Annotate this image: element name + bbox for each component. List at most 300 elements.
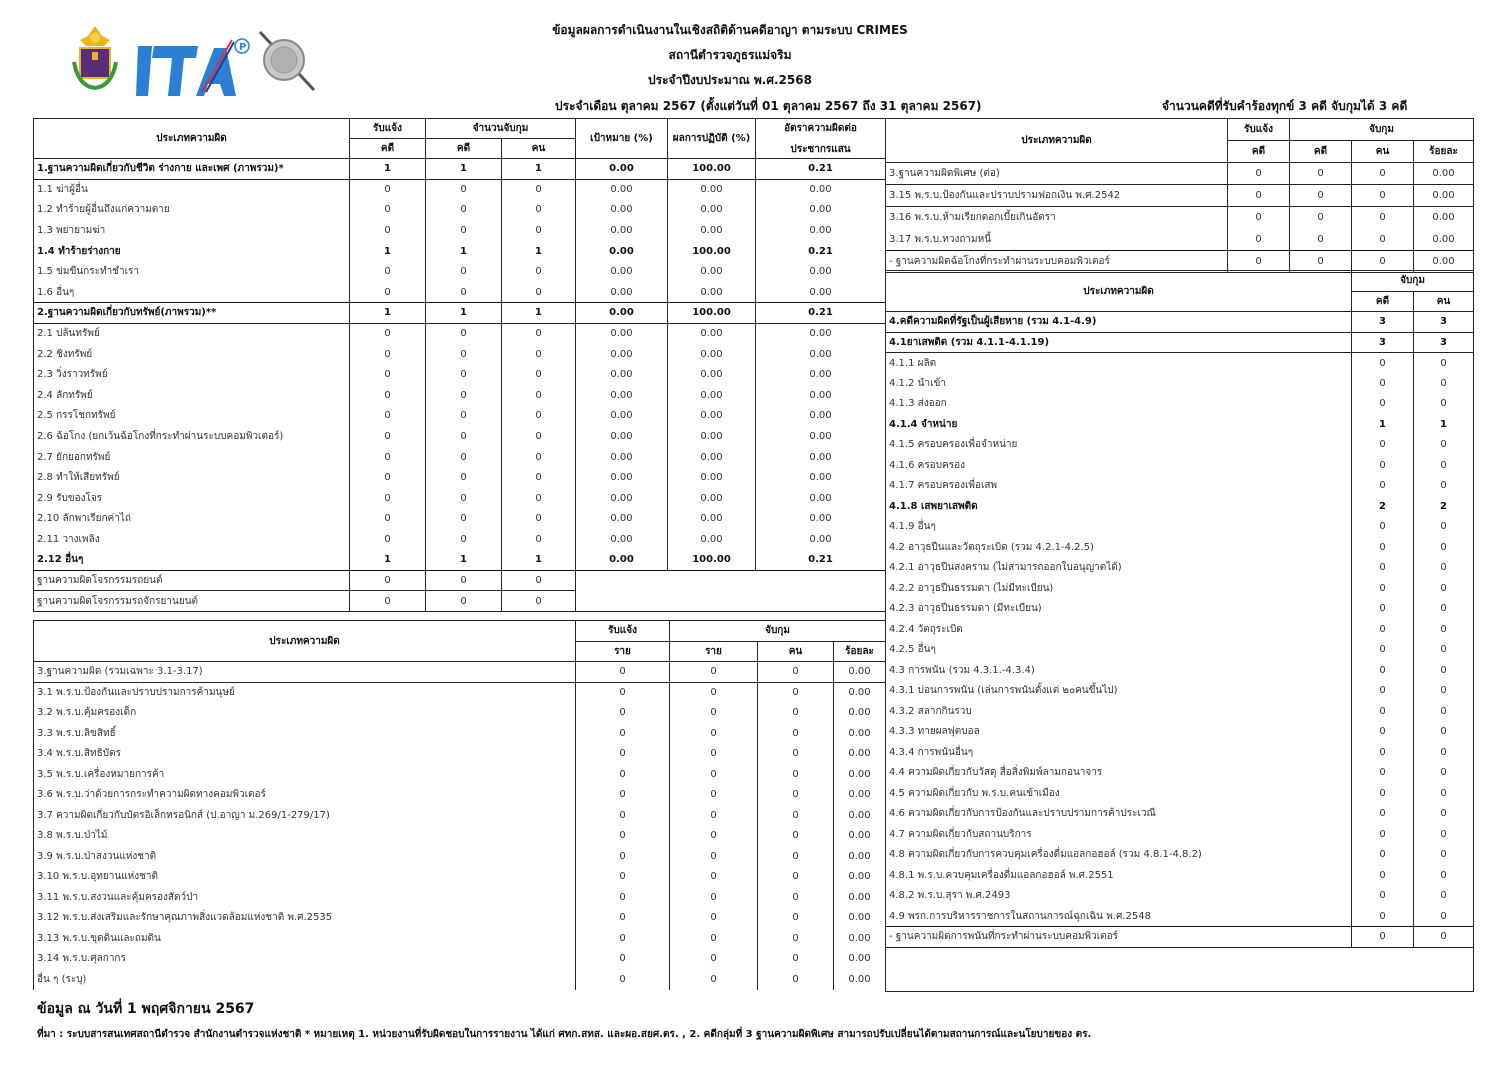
table-row <box>34 785 886 806</box>
row-value: 0 <box>1228 207 1290 229</box>
table-row <box>34 447 886 468</box>
row-value: 0 <box>1228 229 1290 251</box>
table-row <box>886 906 1474 927</box>
crime-stats-table-group-3-cont <box>885 118 1474 273</box>
row-value: 0 <box>758 867 834 888</box>
row-value: 0 <box>576 805 670 826</box>
row-value: 1 <box>502 159 576 180</box>
row-value: 0 <box>426 447 502 468</box>
table-row <box>886 517 1474 538</box>
row-value: 3 <box>1352 332 1414 353</box>
row-label: 1.3 พยายามฆ่า <box>34 220 350 241</box>
row-value: 0 <box>1414 906 1474 927</box>
row-value: 0 <box>1290 251 1352 273</box>
row-value: 0 <box>576 744 670 765</box>
row-label: 4.2 อาวุธปืนและวัตถุระเบิด (รวม 4.2.1-4.2.5) <box>886 537 1352 558</box>
header-result: ผลการปฏิบัติ (%) <box>668 119 756 159</box>
row-value: 0.00 <box>834 682 886 703</box>
header-rate-line1: อัตราความผิดต่อ <box>784 122 857 134</box>
row-value: 0 <box>670 805 758 826</box>
row-value: 0 <box>502 344 576 365</box>
table-row <box>886 455 1474 476</box>
table-row <box>886 599 1474 620</box>
table-row <box>34 385 886 406</box>
row-value: 0 <box>1414 927 1474 948</box>
row-label: 1.ฐานความผิดเกี่ยวกับชีวิต ร่างกาย และเพศ (ภาพรวม)* <box>34 159 350 180</box>
row-value: 0.00 <box>834 723 886 744</box>
row-value: 0 <box>426 364 502 385</box>
row-value: 0.00 <box>668 467 756 488</box>
table-row <box>34 949 886 970</box>
row-value: 0 <box>1352 804 1414 825</box>
row-value: 0 <box>1414 435 1474 456</box>
row-value: 0 <box>426 220 502 241</box>
row-value: 0 <box>576 928 670 949</box>
row-value: 0.00 <box>668 509 756 530</box>
row-value: 0.00 <box>834 764 886 785</box>
row-value: 0 <box>1352 865 1414 886</box>
row-value: 0 <box>1414 886 1474 907</box>
row-value: 0.00 <box>668 220 756 241</box>
row-value: 0 <box>1290 163 1352 185</box>
row-value: 0.00 <box>668 529 756 550</box>
row-value: 0 <box>502 529 576 550</box>
table-row <box>34 344 886 365</box>
row-value: 0.00 <box>1414 163 1474 185</box>
header-received-case: คดี <box>350 139 426 159</box>
row-value: 0 <box>1290 185 1352 207</box>
table-row <box>886 845 1474 866</box>
row-value: 0 <box>1352 742 1414 763</box>
row-label: 3.2 พ.ร.บ.คุ้มครองเด็ก <box>34 703 576 724</box>
row-value: 1 <box>350 159 426 180</box>
row-value: 0 <box>350 406 426 427</box>
row-value: 0 <box>670 785 758 806</box>
row-value: 0 <box>1352 251 1414 273</box>
row-value: 0 <box>1414 599 1474 620</box>
row-value: 0 <box>1352 886 1414 907</box>
row-value: 0 <box>670 703 758 724</box>
row-value: 0.00 <box>834 805 886 826</box>
header-arrest-count: จำนวนจับกุม <box>426 119 576 139</box>
row-value: 0.00 <box>668 364 756 385</box>
table-row <box>886 722 1474 743</box>
row-value: 0 <box>1352 824 1414 845</box>
header-received-case: คดี <box>1228 141 1290 163</box>
table-row <box>886 332 1474 353</box>
ita-logo <box>136 34 256 104</box>
row-label: 1.4 ทำร้ายร่างกาย <box>34 241 350 262</box>
header-arrest-case: คดี <box>1352 291 1414 312</box>
row-value: 0.00 <box>834 846 886 867</box>
row-value: 0 <box>1414 681 1474 702</box>
table-row <box>886 435 1474 456</box>
row-value: 0 <box>502 200 576 221</box>
row-value: 0 <box>350 385 426 406</box>
row-value: 0 <box>502 364 576 385</box>
header-received-count: ราย <box>576 641 670 662</box>
row-value: 0 <box>758 887 834 908</box>
table-row <box>34 570 886 591</box>
row-label: 3.11 พ.ร.บ.สงวนและคุ้มครองสัตว์ป่า <box>34 887 576 908</box>
row-label: 4.1.2 นำเข้า <box>886 373 1352 394</box>
row-value: 0.00 <box>756 364 886 385</box>
row-label: 4.4 ความผิดเกี่ยวกับวัสดุ สื่อสิ่งพิมพ์ลามกอนาจาร <box>886 763 1352 784</box>
table-row <box>34 529 886 550</box>
row-value: 0.00 <box>756 323 886 344</box>
row-value: 0.00 <box>834 826 886 847</box>
row-value: 0 <box>350 447 426 468</box>
row-value: 3 <box>1414 332 1474 353</box>
table-row <box>886 578 1474 599</box>
table-row <box>34 826 886 847</box>
row-value: 0 <box>576 785 670 806</box>
row-value: 0 <box>426 200 502 221</box>
row-label: 2.1 ปล้นทรัพย์ <box>34 323 350 344</box>
row-value: 0.00 <box>756 385 886 406</box>
row-value: 0.21 <box>756 303 886 324</box>
row-label: ฐานความผิดโจรกรรมรถยนต์ <box>34 570 350 591</box>
row-value: 0 <box>502 447 576 468</box>
row-value: 0 <box>350 509 426 530</box>
blank-row <box>886 947 1474 991</box>
row-label: 4.คดีความผิดที่รัฐเป็นผู้เสียหาย (รวม 4.1-4.9) <box>886 312 1352 333</box>
row-value: 0.00 <box>576 488 668 509</box>
table-row <box>886 414 1474 435</box>
row-label: 3.ฐานความผิดพิเศษ (ต่อ) <box>886 163 1228 185</box>
header-arrest-count: ราย <box>670 641 758 662</box>
row-value: 0 <box>502 261 576 282</box>
row-value: 0 <box>758 805 834 826</box>
row-value: 0.00 <box>834 744 886 765</box>
table-row <box>34 969 886 990</box>
row-value: 0 <box>670 949 758 970</box>
row-value: 0 <box>350 591 426 612</box>
row-label: 4.2.4 วัตถุระเบิด <box>886 619 1352 640</box>
row-value: 0 <box>502 179 576 200</box>
row-label: - ฐานความผิดฉ้อโกงที่กระทำผ่านระบบคอมพิวเตอร์ <box>886 251 1228 273</box>
row-value: 0 <box>1352 207 1414 229</box>
row-label: 4.2.2 อาวุธปืนธรรมดา (ไม่มีทะเบียน) <box>886 578 1352 599</box>
row-value: 0 <box>1352 640 1414 661</box>
row-value: 0 <box>350 220 426 241</box>
row-value: 0 <box>1352 701 1414 722</box>
row-value: 0 <box>670 846 758 867</box>
row-value: 0.00 <box>576 200 668 221</box>
row-value: 0 <box>1414 455 1474 476</box>
row-label: 4.6 ความผิดเกี่ยวกับการป้องกันและปราบปรามการค้าประเวณี <box>886 804 1352 825</box>
row-value: 0.00 <box>756 344 886 365</box>
row-value: 0 <box>350 426 426 447</box>
header-percent: ร้อยละ <box>834 641 886 662</box>
row-value: 0.00 <box>576 261 668 282</box>
row-value: 0 <box>758 703 834 724</box>
row-label: 3.17 พ.ร.บ.ทวงถามหนี้ <box>886 229 1228 251</box>
row-value: 0 <box>670 744 758 765</box>
row-value: 0 <box>426 406 502 427</box>
header-received: รับแจ้ง <box>576 621 670 642</box>
row-value: 100.00 <box>668 159 756 180</box>
row-value: 1 <box>426 159 502 180</box>
row-value: 0 <box>350 529 426 550</box>
table-row <box>886 185 1474 207</box>
header-arrest-case: คดี <box>426 139 502 159</box>
table-row <box>34 805 886 826</box>
row-value: 0 <box>758 826 834 847</box>
row-label: 1.1 ฆ่าผู้อื่น <box>34 179 350 200</box>
row-value: 0.00 <box>756 447 886 468</box>
row-value: 0 <box>1414 763 1474 784</box>
row-label: 2.7 ยักยอกทรัพย์ <box>34 447 350 468</box>
table-row <box>34 364 886 385</box>
header-arrest: จับกุม <box>1352 271 1474 292</box>
row-value: 0.00 <box>834 867 886 888</box>
row-label: 4.1.1 ผลิต <box>886 353 1352 374</box>
table-row <box>34 846 886 867</box>
row-value: 1 <box>350 303 426 324</box>
row-label: 4.3.4 การพนันอื่นๆ <box>886 742 1352 763</box>
row-value: 0 <box>1352 163 1414 185</box>
row-value: 0.00 <box>576 406 668 427</box>
row-value: 1 <box>426 550 502 571</box>
row-label: 2.10 ลักพาเรียกค่าไถ่ <box>34 509 350 530</box>
row-label: 4.3.2 สลากกินรวบ <box>886 701 1352 722</box>
row-value: 0 <box>758 682 834 703</box>
row-value: 0 <box>758 723 834 744</box>
row-label: 4.2.3 อาวุธปืนธรรมดา (มีทะเบียน) <box>886 599 1352 620</box>
row-value: 1 <box>502 241 576 262</box>
header-crime-type: ประเภทความผิด <box>34 119 350 159</box>
table-row <box>34 928 886 949</box>
row-value: 0.00 <box>576 529 668 550</box>
table-row <box>34 744 886 765</box>
row-label: 3.3 พ.ร.บ.ลิขสิทธิ์ <box>34 723 576 744</box>
row-value: 0 <box>426 467 502 488</box>
row-value: 0 <box>426 179 502 200</box>
row-value: 0 <box>1414 476 1474 497</box>
row-value: 0 <box>502 467 576 488</box>
svg-text:P: P <box>239 42 247 53</box>
row-value: 0 <box>426 509 502 530</box>
row-value: 3 <box>1414 312 1474 333</box>
table-row <box>886 742 1474 763</box>
row-value: 0 <box>350 179 426 200</box>
row-value: 0.00 <box>756 488 886 509</box>
row-label: 3.9 พ.ร.บ.ป่าสงวนแห่งชาติ <box>34 846 576 867</box>
table-row <box>886 660 1474 681</box>
header-arrest-person: คน <box>1352 141 1414 163</box>
row-value: 0.21 <box>756 241 886 262</box>
row-value: 0.00 <box>834 887 886 908</box>
row-value: 0 <box>426 385 502 406</box>
table-row <box>34 488 886 509</box>
row-label: 2.4 ลักทรัพย์ <box>34 385 350 406</box>
title-line-2: สถานีตำรวจภูธรแม่จริม <box>668 48 792 62</box>
header-crime-type: ประเภทความผิด <box>34 621 576 662</box>
row-value: 0.00 <box>756 282 886 303</box>
row-label: 2.12 อื่นๆ <box>34 550 350 571</box>
table-row <box>34 303 886 324</box>
row-value: 0.00 <box>834 703 886 724</box>
row-label: 4.1.7 ครอบครองเพื่อเสพ <box>886 476 1352 497</box>
table-row <box>886 353 1474 374</box>
row-value: 0 <box>502 282 576 303</box>
row-label: 1.6 อื่นๆ <box>34 282 350 303</box>
row-label: 3.4 พ.ร.บ.สิทธิบัตร <box>34 744 576 765</box>
row-value: 0 <box>1414 537 1474 558</box>
row-value: 0.00 <box>834 662 886 683</box>
row-value: 2 <box>1414 496 1474 517</box>
row-value: 0 <box>1352 435 1414 456</box>
row-value: 1 <box>1414 414 1474 435</box>
row-value: 0.00 <box>668 282 756 303</box>
header-arrest-person: คน <box>758 641 834 662</box>
row-label: 3.14 พ.ร.บ.ศุลกากร <box>34 949 576 970</box>
row-value: 0 <box>502 426 576 447</box>
table-row <box>886 476 1474 497</box>
row-value: 0 <box>670 887 758 908</box>
table-row <box>886 373 1474 394</box>
row-value: 0 <box>426 323 502 344</box>
row-value: 0 <box>1228 163 1290 185</box>
title-line-1: ข้อมูลผลการดำเนินงานในเชิงสถิติด้านคดีอาญา ตามระบบ CRIMES <box>552 23 908 37</box>
row-value: 0 <box>670 908 758 929</box>
row-value: 0.00 <box>576 467 668 488</box>
row-value: 0 <box>1352 599 1414 620</box>
row-value: 0 <box>1352 373 1414 394</box>
row-value: 0 <box>1228 251 1290 273</box>
row-value: 0 <box>576 846 670 867</box>
row-label: 4.1ยาเสพติด (รวม 4.1.1-4.1.19) <box>886 332 1352 353</box>
table-row <box>34 406 886 427</box>
row-value: 0.00 <box>576 323 668 344</box>
row-value: 2 <box>1352 496 1414 517</box>
row-value: 0 <box>426 488 502 509</box>
row-value: 0.00 <box>576 385 668 406</box>
row-value: 0.00 <box>668 447 756 468</box>
row-value: 0.00 <box>668 426 756 447</box>
table-row <box>886 927 1474 948</box>
header-rate <box>756 119 886 159</box>
crime-stats-table-group-4 <box>885 270 1474 992</box>
row-value: 0 <box>758 928 834 949</box>
row-label: 4.3.3 ทายผลฟุตบอล <box>886 722 1352 743</box>
row-value: 0.00 <box>576 159 668 180</box>
row-value: 100.00 <box>668 241 756 262</box>
row-value: 0.00 <box>756 200 886 221</box>
row-value: 0.00 <box>756 467 886 488</box>
row-value: 0.00 <box>576 550 668 571</box>
row-value: 0.00 <box>1414 185 1474 207</box>
row-value: 1 <box>426 303 502 324</box>
row-value: 0 <box>576 826 670 847</box>
row-value: 0 <box>1228 185 1290 207</box>
table-row <box>34 323 886 344</box>
row-label: 2.ฐานความผิดเกี่ยวกับทรัพย์(ภาพรวม)** <box>34 303 350 324</box>
row-label: 4.1.3 ส่งออก <box>886 394 1352 415</box>
table-row <box>886 640 1474 661</box>
row-value: 0.00 <box>576 364 668 385</box>
row-label: 3.8 พ.ร.บ.ป่าไม้ <box>34 826 576 847</box>
row-label: 4.1.6 ครอบครอง <box>886 455 1352 476</box>
row-value: 0 <box>426 426 502 447</box>
row-value: 0 <box>576 723 670 744</box>
row-label: 3.ฐานความผิด (รวมเฉพาะ 3.1-3.17) <box>34 662 576 683</box>
row-value: 100.00 <box>668 303 756 324</box>
row-value: 0 <box>426 282 502 303</box>
row-value: 0.00 <box>834 785 886 806</box>
source-note: ที่มา : ระบบสารสนเทศสถานีตำรวจ สำนักงานตำรวจแห่งชาติ * หมายเหตุ 1. หน่วยงานที่รับผิดชอบในการรายงาน ได้แก่ ศทก.สทส. และผอ.สยศ.ตร. , 2. คดีกลุ่มที่ 3 ฐานความผิดพิเศษ สามารถปรับเปลี่ยนได้ตามสถานการณ์และนโยบายของ ตร. <box>37 1029 1092 1040</box>
table-row <box>886 163 1474 185</box>
police-pin-logo <box>258 28 320 94</box>
row-value: 0 <box>1414 373 1474 394</box>
table-row <box>886 619 1474 640</box>
row-value: 0.00 <box>756 220 886 241</box>
table-row <box>886 886 1474 907</box>
row-label: 4.1.9 อื่นๆ <box>886 517 1352 538</box>
header-rate-line2: ประชากรแสน <box>790 143 851 155</box>
header-arrest-person: คน <box>1414 291 1474 312</box>
row-value: 0.00 <box>576 426 668 447</box>
row-value: 0 <box>1352 578 1414 599</box>
row-label: อื่น ๆ (ระบุ) <box>34 969 576 990</box>
row-label: 3.6 พ.ร.บ.ว่าด้วยการกระทำความผิดทางคอมพิวเตอร์ <box>34 785 576 806</box>
row-value: 0 <box>350 364 426 385</box>
row-value: 0.00 <box>756 426 886 447</box>
row-value: 1 <box>502 303 576 324</box>
row-value: 0.00 <box>668 488 756 509</box>
row-value: 0 <box>350 282 426 303</box>
row-value: 0 <box>758 969 834 990</box>
row-value: 0.00 <box>668 406 756 427</box>
row-value: 0.00 <box>576 241 668 262</box>
row-value: 0 <box>1352 783 1414 804</box>
header-arrest-case: คดี <box>1290 141 1352 163</box>
complaint-summary: จำนวนคดีที่รับคำร้องทุกข์ 3 คดี จับกุมได้ 3 คดี <box>1162 99 1408 113</box>
row-label: - ฐานความผิดการพนันที่กระทำผ่านระบบคอมพิวเตอร์ <box>886 927 1352 948</box>
row-value: 0 <box>350 344 426 365</box>
row-label: 3.16 พ.ร.บ.ห้ามเรียกดอกเบี้ยเกินอัตรา <box>886 207 1228 229</box>
row-value: 0 <box>1352 906 1414 927</box>
crime-stats-table-group-3 <box>33 620 886 990</box>
row-value: 0 <box>1290 229 1352 251</box>
table-row <box>886 783 1474 804</box>
row-value: 0 <box>1414 558 1474 579</box>
row-value: 0 <box>426 261 502 282</box>
row-value: 0 <box>576 764 670 785</box>
row-value: 0 <box>1414 845 1474 866</box>
table-row <box>34 887 886 908</box>
table-row <box>34 282 886 303</box>
row-value: 0 <box>670 969 758 990</box>
row-value: 0 <box>758 846 834 867</box>
row-value: 0 <box>670 764 758 785</box>
row-value: 0 <box>1414 619 1474 640</box>
table-row <box>34 509 886 530</box>
row-value: 0 <box>502 385 576 406</box>
row-label: 2.11 วางเพลิง <box>34 529 350 550</box>
row-label: 3.10 พ.ร.บ.อุทยานแห่งชาติ <box>34 867 576 888</box>
row-value: 0 <box>1352 660 1414 681</box>
row-value: 0 <box>1352 185 1414 207</box>
row-value: 0 <box>1414 578 1474 599</box>
row-label: 2.8 ทำให้เสียทรัพย์ <box>34 467 350 488</box>
logo-group <box>70 24 320 94</box>
row-label: 4.1.8 เสพยาเสพติด <box>886 496 1352 517</box>
row-value: 0 <box>1352 229 1414 251</box>
row-value: 0.00 <box>668 385 756 406</box>
table-row <box>34 220 886 241</box>
